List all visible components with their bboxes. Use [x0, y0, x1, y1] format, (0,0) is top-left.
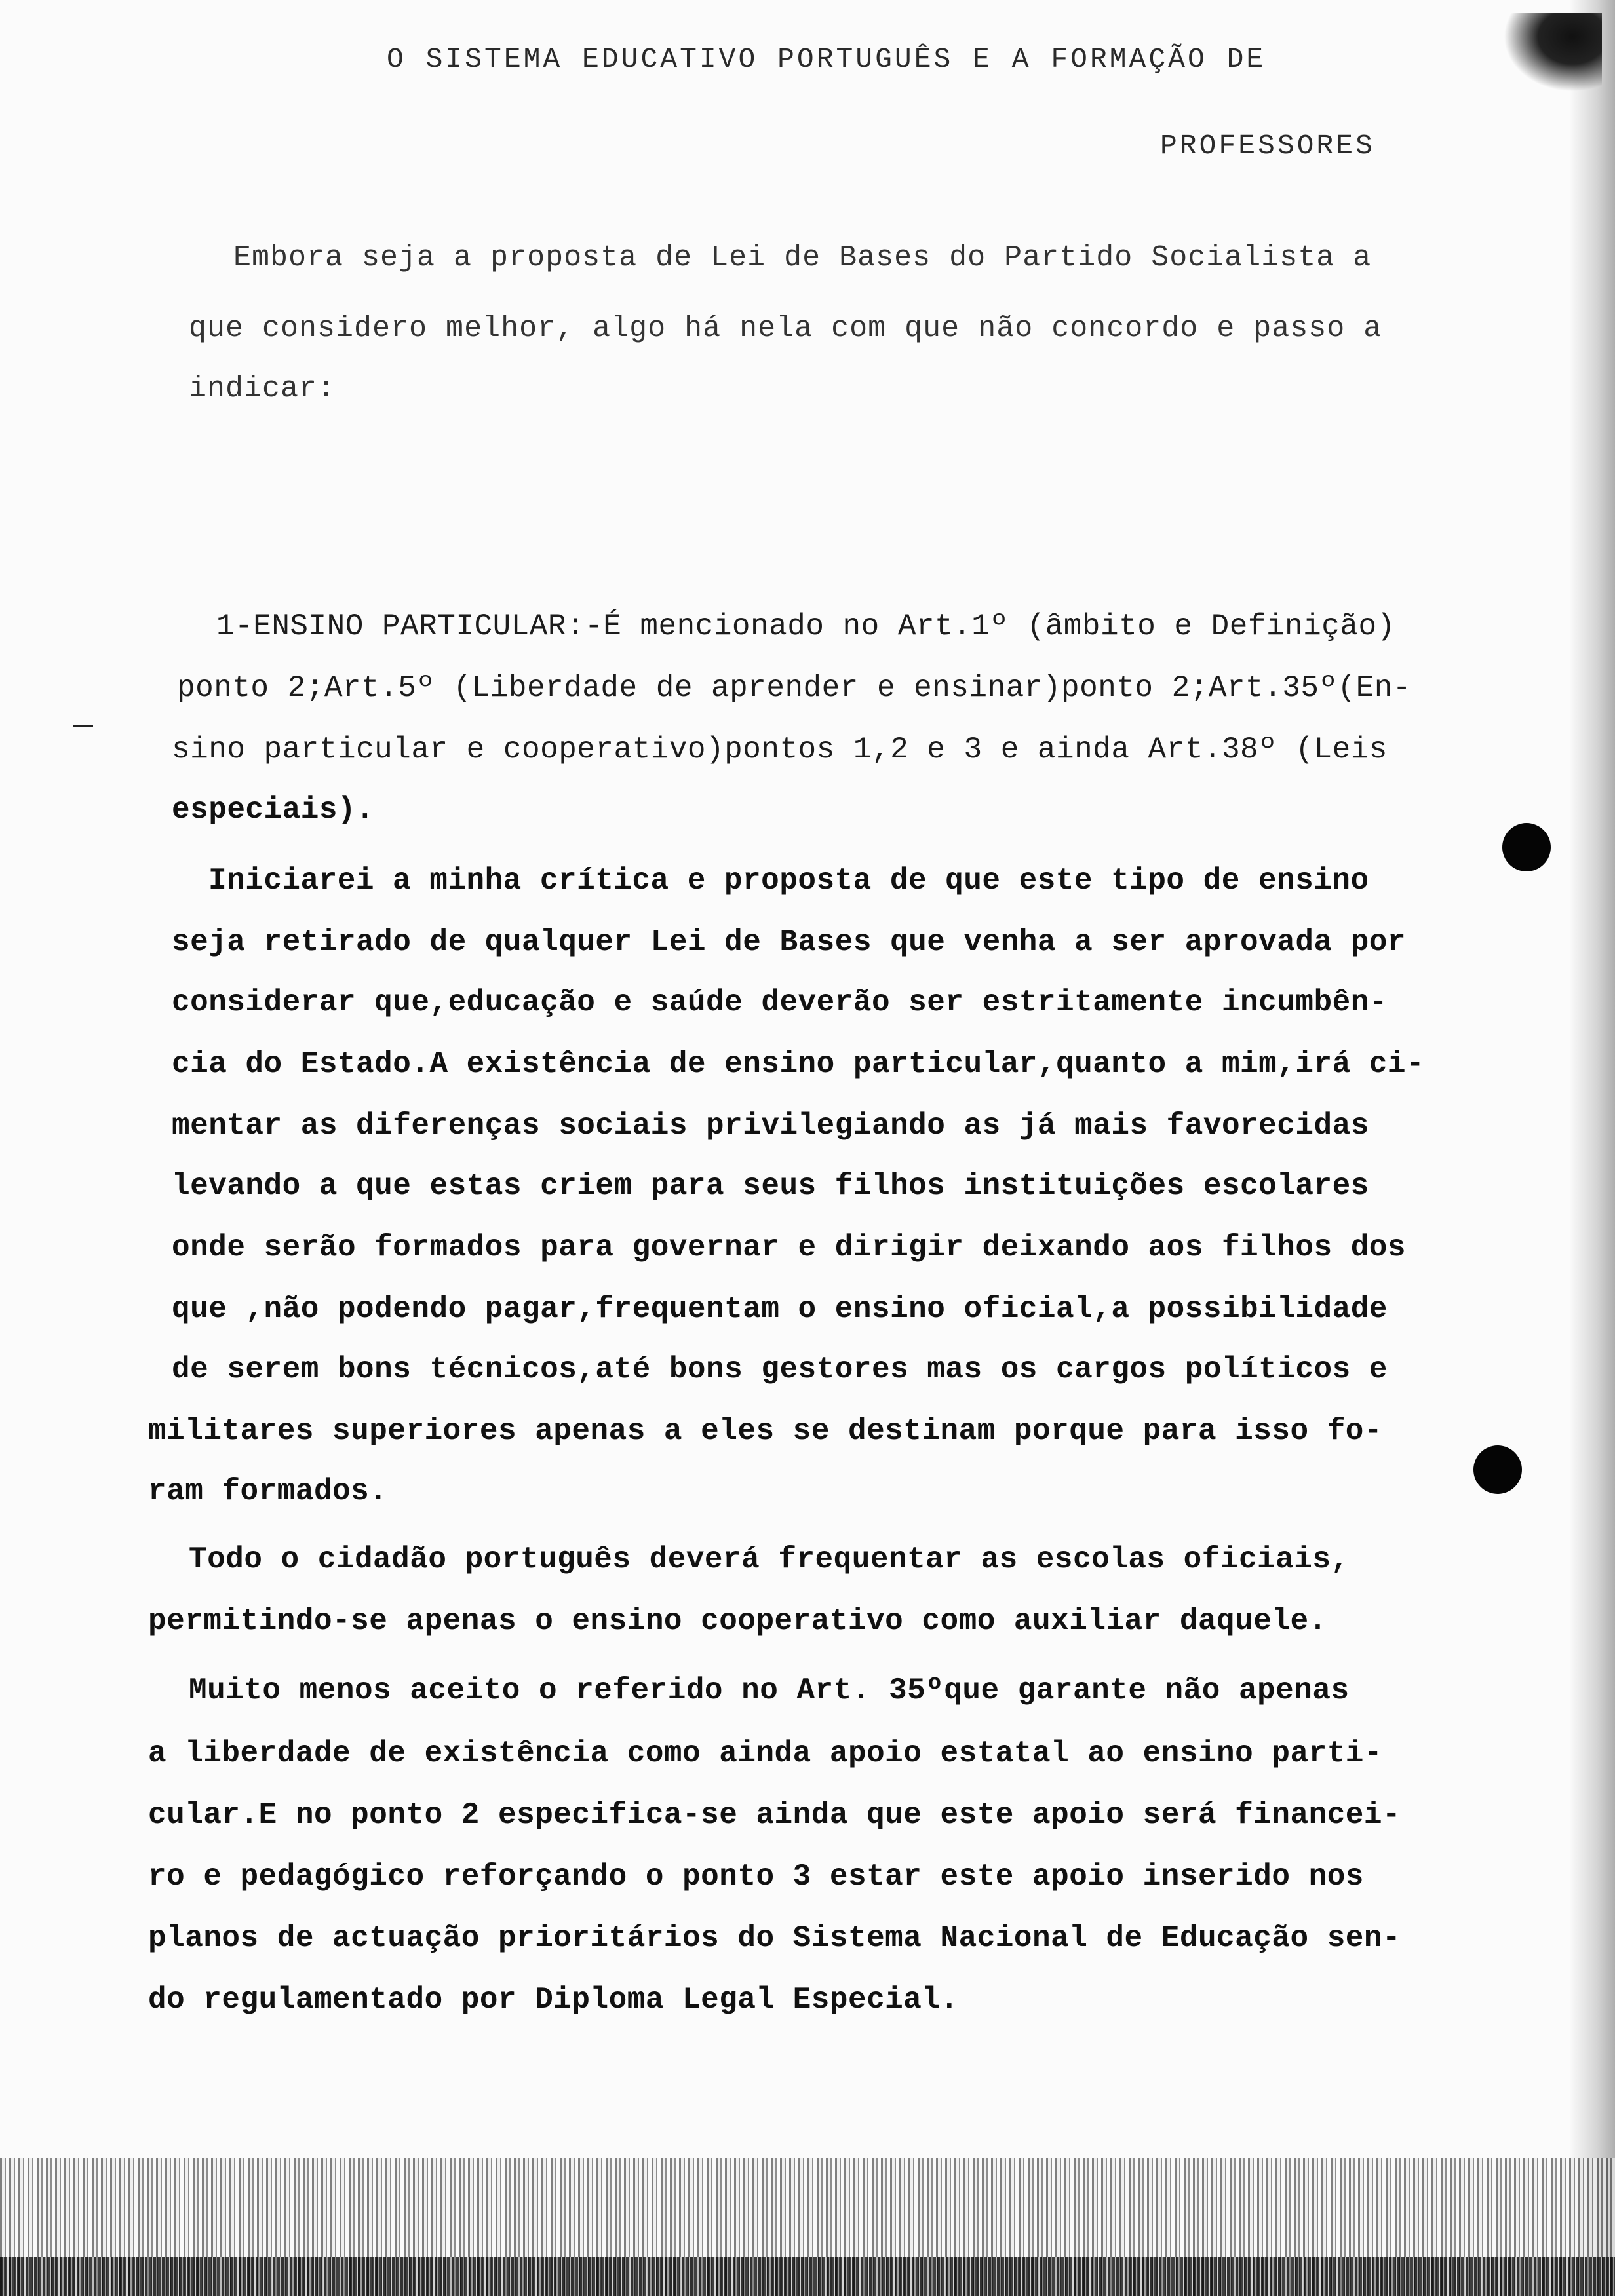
text-line: ro e pedagógico reforçando o ponto 3 estar este apoio inserido nos — [148, 1860, 1364, 1894]
text-line: permitindo-se apenas o ensino cooperativo como auxiliar daquele. — [148, 1604, 1327, 1638]
text-line: considerar que,educação e saúde deverão ser estritamente incumbên- — [172, 985, 1388, 1020]
text-line: planos de actuação prioritários do Sistema Nacional de Educação sen- — [148, 1921, 1401, 1955]
text-line: sino particular e cooperativo)pontos 1,2 e 3 e ainda Art.38º (Leis — [172, 733, 1388, 767]
text-line: ram formados. — [148, 1474, 388, 1508]
scan-edge-shadow — [1569, 0, 1615, 2296]
text-line: militares superiores apenas a eles se destinam porque para isso fo- — [148, 1414, 1383, 1448]
text-line: cular.E no ponto 2 especifica-se ainda que este apoio será financei- — [148, 1798, 1401, 1832]
section-heading: 1-ENSINO PARTICULAR:-É mencionado no Art.1º (âmbito e Definição) — [216, 609, 1395, 643]
page-title-continuation: PROFESSORES — [1160, 130, 1375, 162]
text-line: ponto 2;Art.5º (Liberdade de aprender e ensinar)ponto 2;Art.35º(En- — [177, 671, 1412, 705]
text-line: do regulamentado por Diploma Legal Especial. — [148, 1983, 959, 2017]
text-line: de serem bons técnicos,até bons gestores mas os cargos políticos e — [172, 1352, 1388, 1387]
text-line: a liberdade de existência como ainda apoio estatal ao ensino parti- — [148, 1736, 1383, 1770]
text-line: Iniciarei a minha crítica e proposta de que este tipo de ensino — [208, 864, 1369, 898]
text-line: que considero melhor, algo há nela com que não concordo e passo a — [189, 312, 1382, 345]
punch-hole-top — [1502, 823, 1551, 871]
punch-hole-bottom — [1473, 1445, 1522, 1494]
text-line: cia do Estado.A existência de ensino particular,quanto a mim,irá ci- — [172, 1047, 1425, 1081]
text-line: que ,não podendo pagar,frequentam o ensino oficial,a possibilidade — [172, 1292, 1388, 1326]
text-line: seja retirado de qualquer Lei de Bases que venha a ser aprovada por — [172, 925, 1407, 959]
scan-noise-strip — [0, 2257, 1615, 2296]
text-line: levando a que estas criem para seus filhos instituições escolares — [172, 1169, 1369, 1203]
text-line: Muito menos aceito o referido no Art. 35ºque garante não apenas — [189, 1674, 1350, 1708]
page-title: O SISTEMA EDUCATIVO PORTUGUÊS E A FORMAÇÃO DE — [387, 43, 1266, 75]
margin-mark — [73, 725, 93, 727]
text-line: onde serão formados para governar e dirigir deixando aos filhos dos — [172, 1231, 1407, 1265]
text-line: indicar: — [189, 372, 336, 406]
text-line: especiais). — [172, 793, 375, 827]
text-line: Embora seja a proposta de Lei de Bases do Partido Socialista a — [233, 241, 1372, 275]
text-line: mentar as diferenças sociais privilegiando as já mais favorecidas — [172, 1109, 1369, 1143]
text-line: Todo o cidadão português deverá frequentar as escolas oficiais, — [189, 1542, 1350, 1577]
corner-blot — [1504, 13, 1602, 92]
